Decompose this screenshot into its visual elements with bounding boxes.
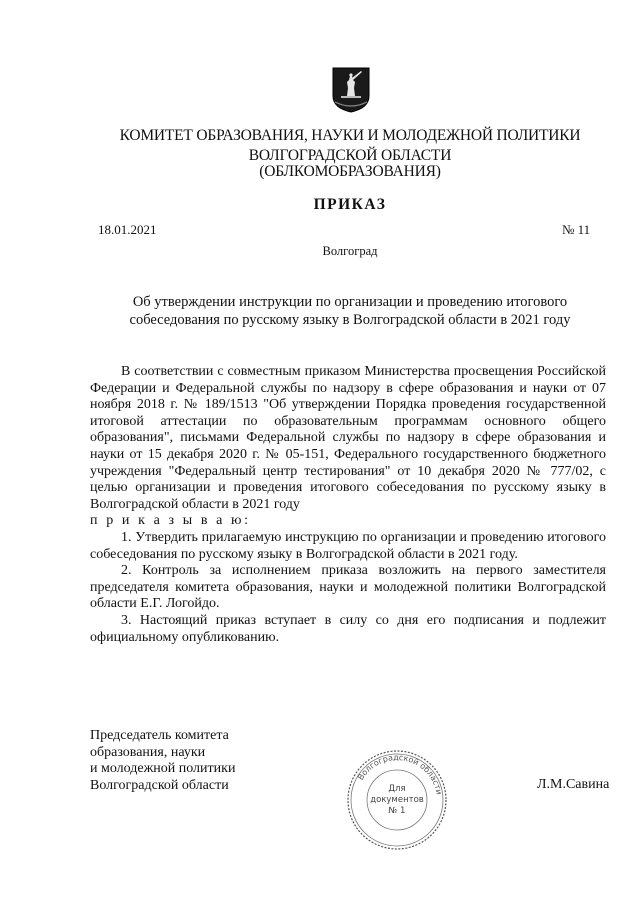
- preamble-paragraph: В соответствии с совместным приказом Министерства просвещения Российской Федерации и Федеральной службы по надзору в сфере образования и науки от 07 ноября 2018 г. № 189/1513 "Об утверждении Порядка проведения государственной итоговой аттестации по образовательным программам основного общего образования", письмами Федеральной службы по надзору в сфере образования и науки от 15 декабря 2020 г. № 05-151, Федерального государственного бюджетного учреждения "Федеральный центр тестирования" от 10 декабря 2020 № 777/02, с целью организации и проведения итогового собеседования по русскому языку в Волгоградской области в 2021 году: [90, 364, 606, 512]
- organization-name-line-2: ВОЛГОГРАДСКОЙ ОБЛАСТИ: [248, 147, 452, 164]
- order-item-1: 1. Утвердить прилагаемую инструкцию по организации и проведению итогового собеседования по русскому языку в Волгоградской области в 2021 году.: [90, 529, 606, 562]
- order-item-3: 3. Настоящий приказ вступает в силу со дня его подписания и подлежит официальному опубликованию.: [90, 612, 606, 645]
- signer-position-line-2: образования, науки: [90, 744, 206, 760]
- signer-position: [90, 728, 235, 794]
- volgograd-coat-of-arms-icon: [331, 66, 371, 114]
- order-word: [90, 513, 606, 530]
- signer-name: Л.М.Савина: [537, 777, 610, 792]
- signer-position-line-4: Волгоградской области: [90, 777, 229, 793]
- organization-name-line-3: (ОБЛКОМОБРАЗОВАНИЯ): [259, 163, 441, 180]
- stamp-line-1: Для: [388, 784, 406, 794]
- stamp-line-3: № 1: [388, 806, 406, 816]
- document-date: 18.01.2021: [98, 222, 157, 237]
- stamp-line-2: документов: [370, 795, 424, 805]
- stamp-ring-text: Волгоградской области: [355, 752, 444, 796]
- document-body: [90, 364, 606, 646]
- official-stamp: [345, 748, 449, 852]
- document-number: № 11: [562, 222, 591, 237]
- organization-name-line-1: КОМИТЕТ ОБРАЗОВАНИЯ, НАУКИ И МОЛОДЕЖНОЙ ПОЛИТИКИ: [119, 127, 581, 144]
- signer-position-line-3: и молодежной политики: [90, 761, 236, 776]
- document-city: Волгоград: [322, 244, 378, 258]
- document-type: ПРИКАЗ: [313, 196, 387, 213]
- order-word-text: п р и к а з ы в а ю:: [90, 513, 251, 529]
- document-subject: Об утверждении инструкции по организации и проведению итогового собеседования по русскому языку в Волгоградской области в 2021 году: [129, 294, 571, 328]
- signer-position-line-1: Председатель комитета: [90, 728, 229, 743]
- order-item-2: 2. Контроль за исполнением приказа возложить на первого заместителя председателя комитета образования, науки и молодежной политики Волгоградской области Е.Г. Логойдо.: [90, 563, 606, 612]
